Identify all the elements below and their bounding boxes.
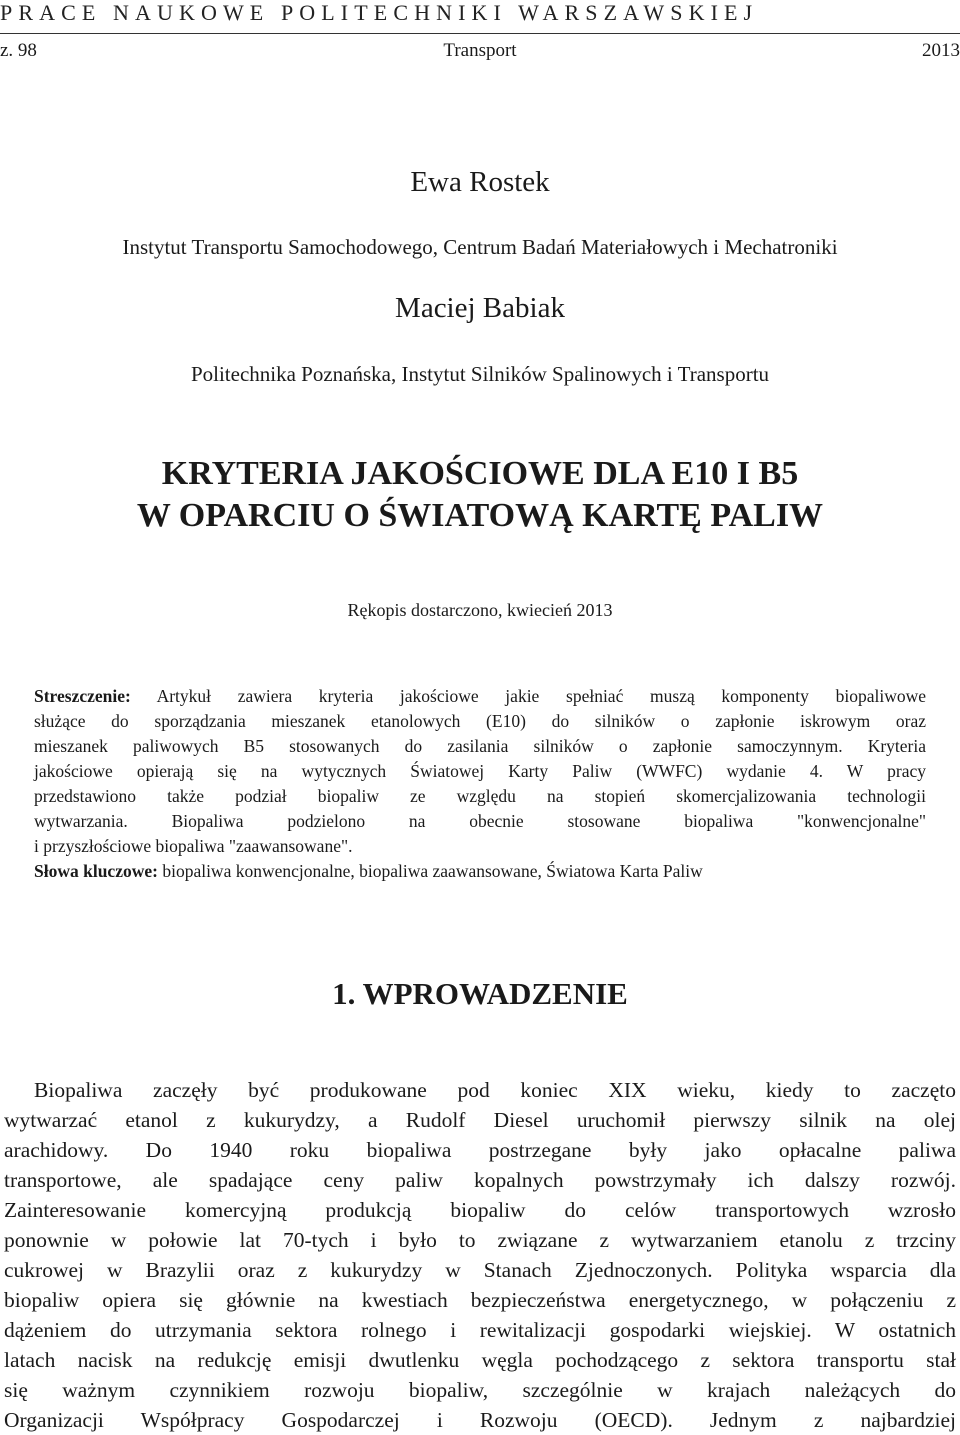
abstract-line: mieszanek paliwowych B5 stosowanych do zasilania silników o zapłonie samoczynnym. Kryteria xyxy=(34,736,926,756)
body-line: cukrowej w Brazylii oraz z kukurydzy w Stanach Zjednoczonych. Polityka wsparcia dla xyxy=(4,1258,956,1282)
journal-name: PRACE NAUKOWE POLITECHNIKI WARSZAWSKIEJ xyxy=(0,0,759,25)
issue-number: z. 98 xyxy=(0,40,37,61)
keywords xyxy=(34,859,926,884)
section-body xyxy=(4,1075,956,1435)
abstract-line: Streszczenie: Artykuł zawiera kryteria jakościowe jakie spełniać muszą komponenty biopaliwowe xyxy=(34,686,926,706)
body-line: wytwarzać etanol z kukurydzy, a Rudolf Diesel uruchomił pierwszy silnik na olej xyxy=(4,1108,956,1132)
abstract xyxy=(34,684,926,859)
body-line: Organizacji Współpracy Gospodarczej i Rozwoju (OECD). Jednym z najbardziej xyxy=(4,1408,956,1432)
keywords-label: Słowa kluczowe: xyxy=(34,861,158,881)
body-line: latach nacisk na redukcję emisji dwutlenku węgla pochodzącego z sektora transportu stał xyxy=(4,1348,956,1372)
body-line: dążeniem do utrzymania sektora rolnego i rewitalizacji gospodarki wiejskiej. W ostatnich xyxy=(4,1318,956,1342)
paper-title-line: KRYTERIA JAKOŚCIOWE DLA E10 I B5 xyxy=(161,455,799,492)
body-line: Biopaliwa zaczęły być produkowane pod koniec XIX wieku, kiedy to zaczęto xyxy=(34,1078,956,1102)
series-name: Transport xyxy=(443,40,517,61)
header-rule xyxy=(0,33,960,34)
abstract-line: przedstawiono także podział biopaliw ze względu na stopień skomercjalizowania technologii xyxy=(34,786,926,806)
keywords-text: biopaliwa konwencjonalne, biopaliwa zaawansowane, Światowa Karta Paliw xyxy=(162,861,703,881)
body-line: ponownie w połowie lat 70-tych i było to związane z wytwarzaniem etanolu z trzciny xyxy=(4,1228,956,1252)
author-affiliation: Politechnika Poznańska, Instytut Silników Spalinowych i Transportu xyxy=(190,362,770,386)
abstract-line: służące do sporządzania mieszanek etanolowych (E10) do silników o zapłonie iskrowym oraz xyxy=(34,711,926,731)
abstract-line: i przyszłościowe biopaliwa "zaawansowane". xyxy=(34,836,353,856)
abstract-label: Streszczenie: xyxy=(34,686,131,706)
received-date: Rękopis dostarczono, kwiecień 2013 xyxy=(347,600,613,620)
paper-title-line: W OPARCIU O ŚWIATOWĄ KARTĘ PALIW xyxy=(136,497,824,534)
issue-year: 2013 xyxy=(922,40,960,61)
body-line: arachidowy. Do 1940 roku biopaliwa postrzegane były jako opłacalne paliwa xyxy=(4,1138,956,1162)
abstract-line: jakościowe opierają się na wytycznych Światowej Karty Paliw (WWFC) wydanie 4. W pracy xyxy=(34,761,926,781)
abstract-line: wytwarzania. Biopaliwa podzielono na obecnie stosowane biopaliwa "konwencjonalne" xyxy=(34,811,926,831)
body-line: Zainteresowanie komercyjną produkcją biopaliw do celów transportowych wzrosło xyxy=(4,1198,956,1222)
section-heading: 1. WPROWADZENIE xyxy=(332,976,628,1011)
author-name: Ewa Rostek xyxy=(410,166,550,198)
author-affiliation: Instytut Transportu Samochodowego, Centrum Badań Materiałowych i Mechatroniki xyxy=(122,235,838,259)
body-line: się ważnym czynnikiem rozwoju biopaliw, szczególnie w krajach należących do xyxy=(4,1378,956,1402)
body-line: transportowe, ale spadające ceny paliw kopalnych powstrzymały ich dalszy rozwój. xyxy=(4,1168,956,1192)
author-name: Maciej Babiak xyxy=(395,292,565,324)
body-line: biopaliw opiera się głównie na kwestiach bezpieczeństwa energetycznego, w połączeniu z xyxy=(4,1288,956,1312)
